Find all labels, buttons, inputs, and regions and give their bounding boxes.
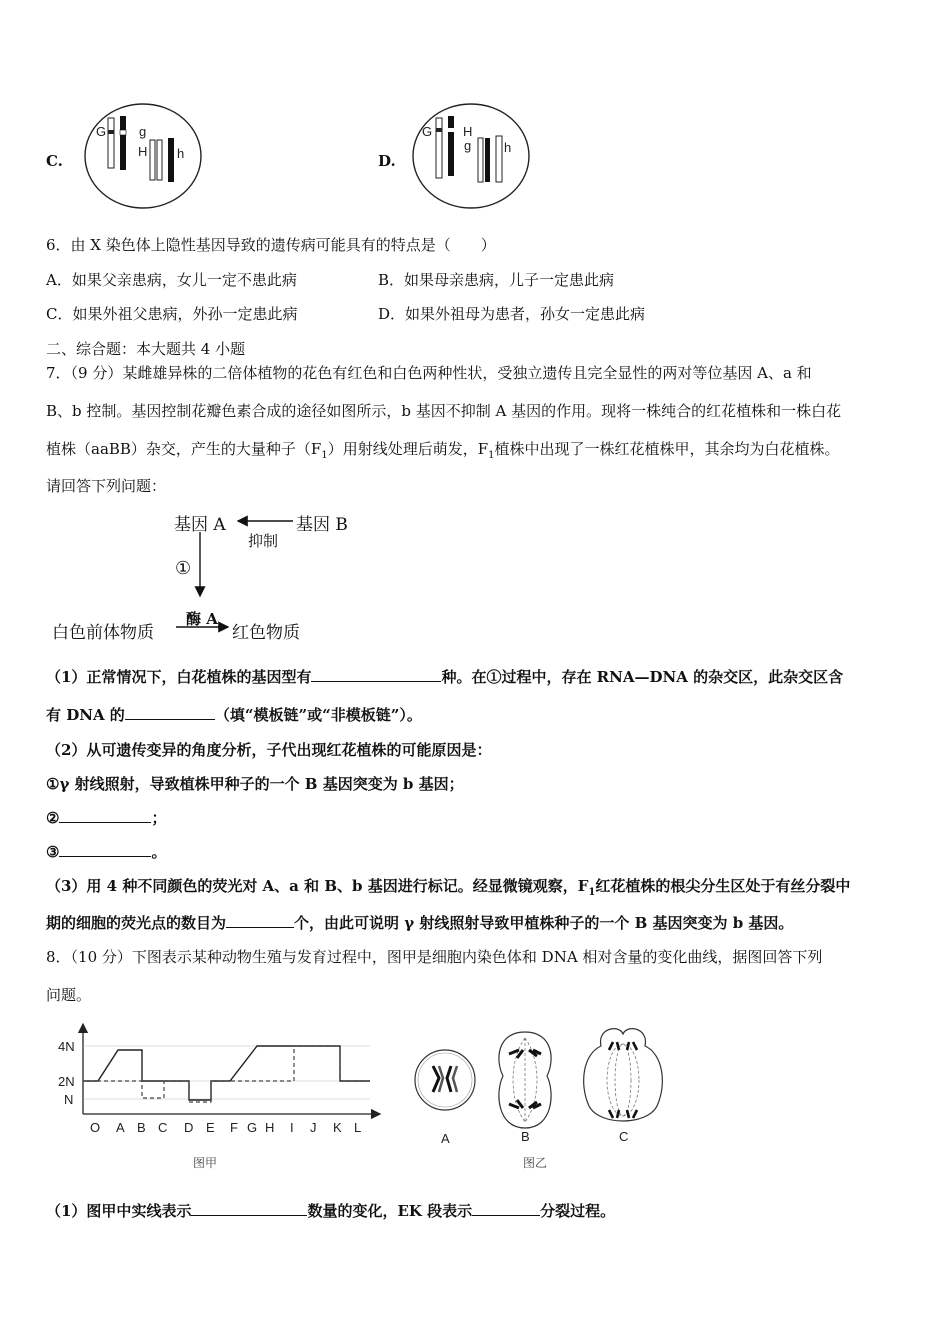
text: 个，由此可说明 γ 射线照射导致甲植株种子的一个 B 基因突变为 b 基因。 xyxy=(294,914,794,932)
gene-label: G xyxy=(422,124,433,139)
gene-label: G xyxy=(96,124,107,139)
q6-option-a xyxy=(46,270,297,290)
chromosome xyxy=(485,138,490,182)
subscript: 1 xyxy=(321,450,328,461)
text: 有 DNA 的 xyxy=(46,706,125,724)
answer-blank[interactable] xyxy=(311,667,441,682)
chromosome xyxy=(108,130,114,134)
x-label: I xyxy=(290,1120,294,1135)
cell-label: A xyxy=(441,1131,450,1146)
q7-part3-line1 xyxy=(46,876,850,903)
chromosome xyxy=(447,1066,451,1092)
x-label: E xyxy=(206,1120,215,1135)
text: （3）用 4 种不同颜色的荧光对 A、a 和 B、b 基因进行标记。经显微镜观察，F xyxy=(46,877,589,895)
x-label: L xyxy=(354,1120,362,1135)
step-label: ① xyxy=(175,558,192,579)
q7-part2-reason1: ①γ 射线照射，导致植株甲种子的一个 B 基因突变为 b 基因； xyxy=(46,775,464,793)
answer-blank[interactable] xyxy=(59,808,151,823)
x-label: J xyxy=(310,1120,317,1135)
q7-line4: 请回答下列问题： xyxy=(46,477,167,495)
subscript: 1 xyxy=(488,450,495,461)
answer-blank[interactable] xyxy=(472,1201,540,1216)
x-label: D xyxy=(184,1120,194,1135)
q8-line2: 问题。 xyxy=(46,986,92,1004)
y-label-n: N xyxy=(64,1092,74,1107)
x-label: O xyxy=(90,1120,101,1135)
x-label: B xyxy=(137,1120,146,1135)
gene-a-label: 基因 A xyxy=(174,515,226,535)
answer-blank[interactable] xyxy=(226,913,294,928)
dna-chromosome-graph xyxy=(54,1018,394,1143)
answer-blank[interactable] xyxy=(191,1201,307,1216)
q8-line1: 8．（10 分）下图表示某种动物生殖与发育过程中，图甲是细胞内染色体和 DNA 相对含量的变化曲线，据图回答下列 xyxy=(46,948,823,966)
option-c-label: C. xyxy=(46,152,63,170)
chromosome xyxy=(448,128,454,132)
inhibit-label: 抑制 xyxy=(248,532,279,550)
answer-blank[interactable] xyxy=(125,705,215,720)
chromosome xyxy=(448,116,454,176)
x-label: H xyxy=(265,1120,275,1135)
cell-c xyxy=(584,1029,663,1121)
text: 分裂过程。 xyxy=(540,1202,616,1220)
q7-line2: B、b 控制。基因控制花瓣色素合成的途径如图所示，b 基因不抑制 A 基因的作用。现将一株纯合的红花植株和一株白花 xyxy=(46,402,842,420)
chromosome xyxy=(609,1042,637,1050)
q7-part3-line2 xyxy=(46,913,793,933)
q6-option-b: B．如果母亲患病，儿子一定患此病 xyxy=(378,271,615,289)
cell-label: C xyxy=(619,1129,629,1144)
x-label: G xyxy=(247,1120,258,1135)
text: （1）正常情况下，白花植株的基因型有 xyxy=(46,668,312,686)
gene-label: H xyxy=(138,144,148,159)
x-label: C xyxy=(158,1120,168,1135)
cell-inner xyxy=(418,1053,472,1107)
q6-option-c: C．如果外祖父患病，外孙一定患此病 xyxy=(46,305,298,323)
chromosome xyxy=(478,138,483,182)
chromosome xyxy=(436,118,442,178)
dashed-curve xyxy=(83,1046,370,1102)
text: （1）图甲中实线表示 xyxy=(46,1202,192,1220)
cell-b xyxy=(499,1032,551,1128)
cell-outline xyxy=(584,1029,663,1121)
chromosome xyxy=(609,1110,637,1118)
text: 植株（aaBB）杂交，产生的大量种子（F xyxy=(46,440,322,458)
q7-part2-reason3 xyxy=(46,842,166,862)
q6-option-d: D．如果外祖母为患者，孙女一定患此病 xyxy=(378,305,646,323)
x-label: A xyxy=(116,1120,125,1135)
chromosome xyxy=(150,140,155,180)
chromosome xyxy=(436,128,442,132)
q7-part2-reason2 xyxy=(46,808,166,828)
q7-part1-line2 xyxy=(46,705,422,725)
solid-curve xyxy=(83,1046,370,1100)
text: 。 xyxy=(151,843,167,861)
chromosome xyxy=(157,140,162,180)
graph-caption: 图甲 xyxy=(193,1156,218,1170)
pathway-diagram xyxy=(48,504,368,644)
cells-caption: 图乙 xyxy=(523,1156,548,1170)
gene-label: h xyxy=(504,140,512,155)
q7-part2: （2）从可遗传变异的角度分析，子代出现红花植株的可能原因是： xyxy=(46,741,492,759)
text: ② xyxy=(46,809,60,827)
text: 红花植株的根尖分生区处于有丝分裂中 xyxy=(595,877,851,895)
option-c-cell-diagram xyxy=(80,100,210,212)
cell-a xyxy=(415,1050,475,1110)
answer-blank[interactable] xyxy=(59,842,151,857)
cell-label: B xyxy=(521,1129,530,1144)
spindle xyxy=(615,1044,631,1116)
q8-part1 xyxy=(46,1201,615,1221)
q6-stem: 6．由 X 染色体上隐性基因导致的遗传病可能具有的特点是（ ） xyxy=(46,236,496,254)
q7-line3 xyxy=(46,439,840,466)
option-d-cell-diagram xyxy=(408,100,538,212)
white-substance-label: 白色前体物质 xyxy=(52,623,154,643)
q7-part1-line1 xyxy=(46,667,843,687)
chromosome xyxy=(120,130,126,135)
subscript: 1 xyxy=(588,887,596,898)
chromosome xyxy=(496,136,502,182)
gene-label: g xyxy=(139,124,147,139)
chromosome xyxy=(168,138,174,182)
gene-label: H xyxy=(463,124,473,139)
section-heading: 二、综合题：本大题共 4 小题 xyxy=(46,340,246,358)
text: ； xyxy=(151,809,167,827)
cell-division-figures xyxy=(405,1020,675,1150)
text: 期的细胞的荧光点的数目为 xyxy=(46,914,227,932)
x-label: F xyxy=(230,1120,238,1135)
gene-b-label: 基因 B xyxy=(296,515,348,535)
option-text: A．如果父亲患病，女儿一定不患此病 xyxy=(46,271,297,289)
cell-outline xyxy=(415,1050,475,1110)
text: ）用射线处理后萌发，F xyxy=(327,440,489,458)
chromosome xyxy=(453,1066,457,1092)
enzyme-label: 酶 A xyxy=(186,610,218,628)
text: 植株中出现了一株红花植株甲，其余均为白花植株。 xyxy=(494,440,840,458)
text: （填“模板链”或“非模板链”）。 xyxy=(214,706,422,724)
red-substance-label: 红色物质 xyxy=(232,623,300,643)
chromosome xyxy=(120,116,126,170)
x-label: K xyxy=(333,1120,342,1135)
text: ③ xyxy=(46,843,60,861)
text: 数量的变化，EK 段表示 xyxy=(307,1202,473,1220)
text: 种。在①过程中，存在 RNA—DNA 的杂交区，此杂交区含 xyxy=(441,668,844,686)
chromosome xyxy=(433,1066,439,1092)
gene-label: g xyxy=(464,138,472,153)
cell-membrane xyxy=(413,104,529,208)
gene-label: h xyxy=(177,146,185,161)
spindle xyxy=(607,1044,639,1116)
q7-line1: 7．（9 分）某雌雄异株的二倍体植物的花色有红色和白色两种性状，受独立遗传且完全显性的两对等位基因 A、a 和 xyxy=(46,364,812,382)
pathway-arrows xyxy=(48,504,368,644)
chromosome xyxy=(108,118,114,168)
y-label-2n: 2N xyxy=(58,1074,75,1089)
y-label-4n: 4N xyxy=(58,1039,75,1054)
option-d-label: D. xyxy=(378,152,396,170)
